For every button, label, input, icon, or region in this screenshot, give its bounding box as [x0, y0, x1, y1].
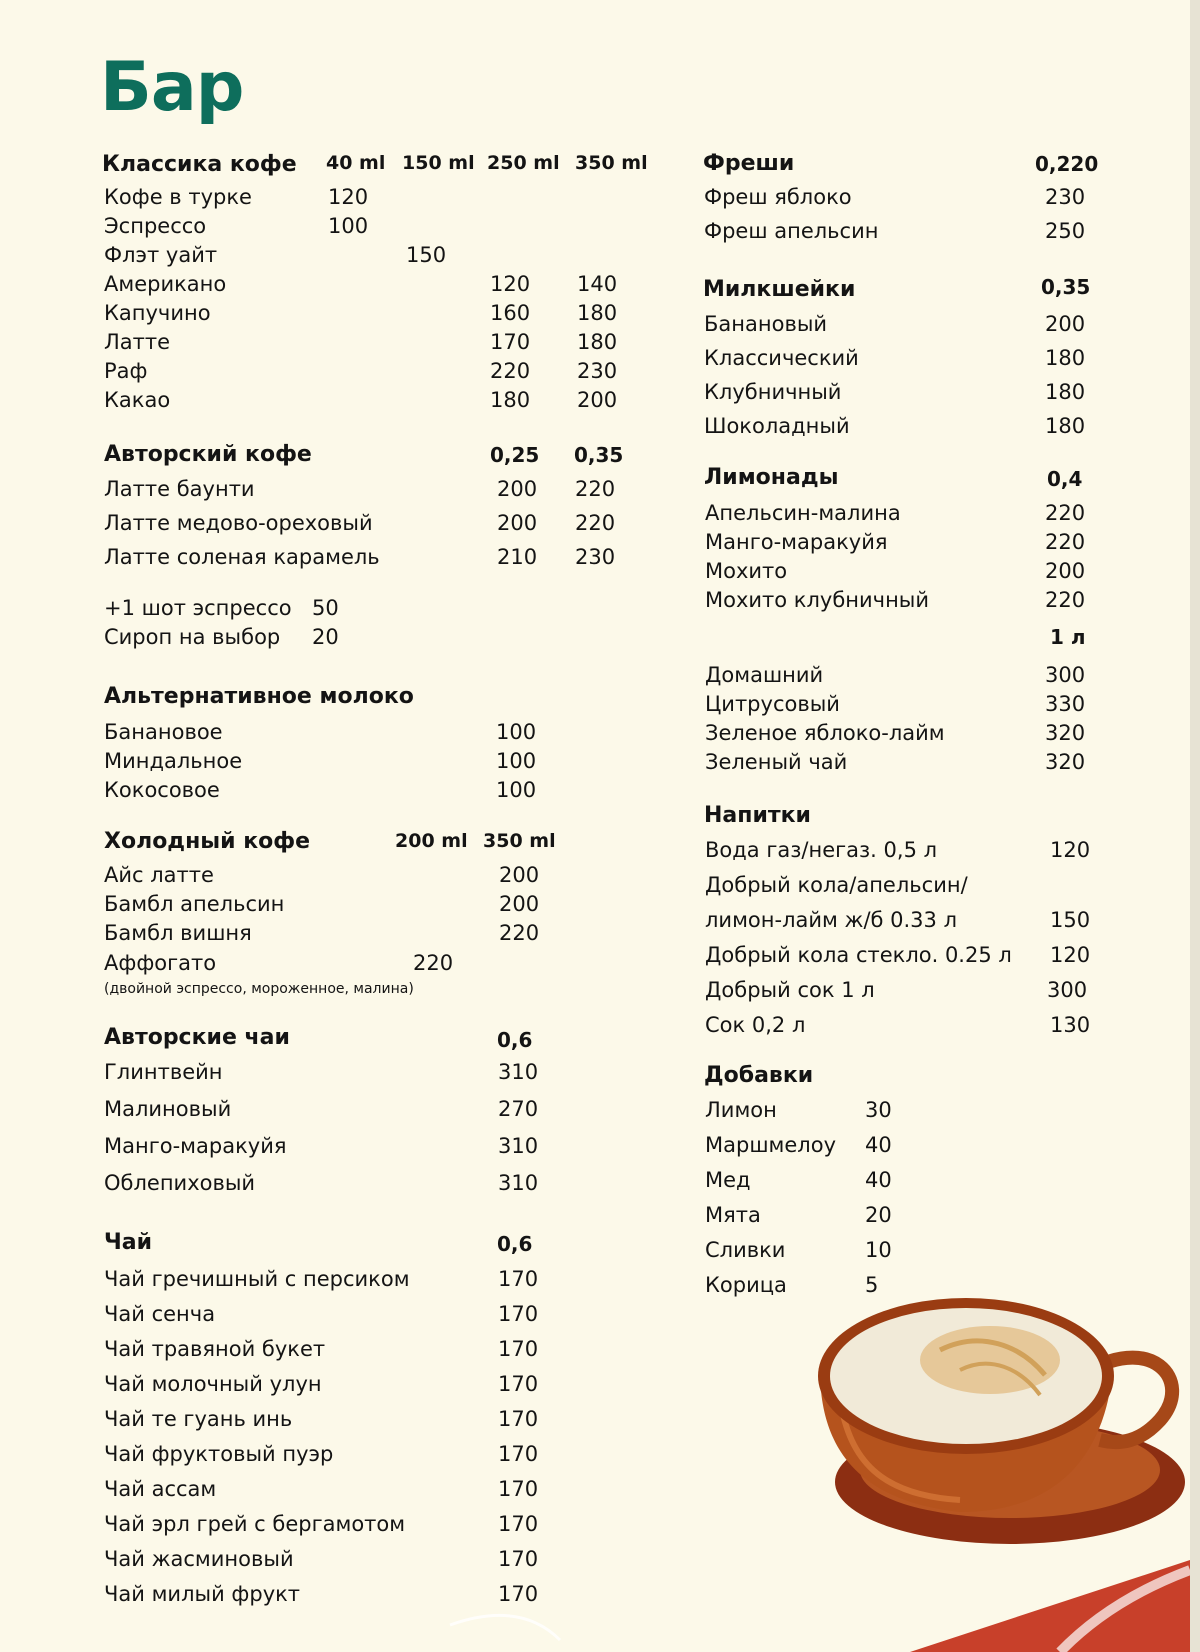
- menu-item-price: 180: [577, 301, 618, 325]
- menu-item-price: 150: [406, 243, 447, 267]
- menu-item-price: 170: [490, 330, 531, 354]
- menu-item-name: Латте медово-ореховый: [104, 511, 373, 535]
- menu-item-name: Кофе в турке: [104, 185, 252, 209]
- menu-item-name: Малиновый: [104, 1097, 232, 1121]
- menu-item-price: 180: [1045, 380, 1086, 404]
- menu-item-name: Американо: [104, 272, 227, 296]
- menu-item-name: Глинтвейн: [104, 1060, 223, 1084]
- extra-item-price: 20: [312, 625, 339, 649]
- page-title: Бар: [100, 48, 244, 127]
- menu-item-price: 170: [498, 1582, 539, 1606]
- menu-item-name: Сливки: [705, 1238, 786, 1262]
- menu-item-price: 200: [499, 892, 540, 916]
- size-header: 350 ml: [483, 830, 556, 852]
- size-header: 40 ml: [326, 152, 386, 174]
- menu-item-price: 170: [498, 1477, 539, 1501]
- section-heading-tea: Чай: [104, 1230, 153, 1255]
- section-heading-alt-milk: Альтернативное молоко: [104, 684, 414, 709]
- menu-item-price: 170: [498, 1337, 539, 1361]
- menu-item-price: 180: [490, 388, 531, 412]
- menu-item-name: Апельсин-малина: [705, 501, 901, 525]
- menu-item-name: Добрый кола стекло. 0.25 л: [705, 943, 1012, 967]
- menu-item-name: Цитрусовый: [705, 692, 840, 716]
- size-header: 0,6: [497, 1028, 533, 1052]
- menu-item-name: Корица: [705, 1273, 787, 1297]
- menu-item-name: Добрый кола/апельсин/: [705, 873, 968, 897]
- menu-item-price: 220: [1045, 530, 1086, 554]
- menu-item-price: 170: [498, 1547, 539, 1571]
- size-header: 0,220: [1035, 152, 1099, 176]
- menu-item-name: Зеленый чай: [705, 750, 848, 774]
- item-note: (двойной эспрессо, мороженное, малина): [104, 981, 414, 997]
- menu-item-price: 170: [498, 1372, 539, 1396]
- menu-item-price: 310: [498, 1171, 539, 1195]
- menu-item-price: 200: [499, 863, 540, 887]
- menu-item-price: 220: [575, 477, 616, 501]
- menu-item-price: 320: [1045, 721, 1086, 745]
- menu-item-name: Домашний: [705, 663, 824, 687]
- menu-item-price: 120: [1050, 943, 1091, 967]
- menu-item-name: Банановое: [104, 720, 223, 744]
- menu-item-name: Сок 0,2 л: [705, 1013, 806, 1037]
- menu-item-price: 170: [498, 1512, 539, 1536]
- menu-item-price: 120: [328, 185, 369, 209]
- menu-item-name: Мохито клубничный: [705, 588, 930, 612]
- menu-item-price: 310: [498, 1134, 539, 1158]
- menu-item-price: 180: [1045, 346, 1086, 370]
- menu-item-price: 40: [865, 1133, 892, 1157]
- menu-item-name: Лимон: [705, 1098, 777, 1122]
- size-header: 250 ml: [487, 152, 560, 174]
- menu-item-price: 220: [1045, 501, 1086, 525]
- menu-item-price: 300: [1045, 663, 1086, 687]
- size-header: 0,35: [1041, 275, 1091, 299]
- section-heading-author-coffee: Авторский кофе: [104, 442, 312, 467]
- menu-item-name: Чай травяной букет: [104, 1337, 326, 1361]
- menu-item-name: Чай милый фрукт: [104, 1582, 301, 1606]
- menu-item-price: 20: [865, 1203, 892, 1227]
- section-heading-author-tea: Авторские чаи: [104, 1025, 290, 1050]
- menu-item-price: 220: [413, 951, 454, 975]
- menu-item-name: Мята: [705, 1203, 761, 1227]
- menu-item-price: 200: [497, 477, 538, 501]
- menu-item-price: 330: [1045, 692, 1086, 716]
- menu-item-name: лимон-лайм ж/б 0.33 л: [705, 908, 957, 932]
- menu-item-name: Чай жасминовый: [104, 1547, 294, 1571]
- menu-item-price: 270: [498, 1097, 539, 1121]
- menu-item-price: 170: [498, 1267, 539, 1291]
- menu-item-price: 200: [1045, 312, 1086, 336]
- menu-item-name: Бамбл вишня: [104, 921, 252, 945]
- menu-item-price: 170: [498, 1302, 539, 1326]
- menu-item-name: Мохито: [705, 559, 788, 583]
- section-heading-fresh: Фреши: [703, 151, 795, 176]
- menu-item-price: 170: [498, 1407, 539, 1431]
- section-heading-cold-coffee: Холодный кофе: [104, 829, 311, 854]
- menu-item-price: 100: [496, 720, 537, 744]
- menu-item-price: 310: [498, 1060, 539, 1084]
- menu-item-name: Зеленое яблоко-лайм: [705, 721, 945, 745]
- menu-item-price: 250: [1045, 219, 1086, 243]
- menu-item-name: Облепиховый: [104, 1171, 256, 1195]
- menu-item-price: 100: [496, 778, 537, 802]
- menu-item-price: 200: [577, 388, 618, 412]
- menu-item-name: Айс латте: [104, 863, 214, 887]
- menu-item-name: Чай те гуань инь: [104, 1407, 293, 1431]
- menu-item-price: 220: [1045, 588, 1086, 612]
- menu-item-price: 200: [1045, 559, 1086, 583]
- menu-item-name: Чай фруктовый пуэр: [104, 1442, 334, 1466]
- menu-item-name: Чай эрл грей с бергамотом: [104, 1512, 406, 1536]
- menu-item-price: 210: [497, 545, 538, 569]
- extra-item-name: Сироп на выбор: [104, 625, 281, 649]
- menu-item-price: 30: [865, 1098, 892, 1122]
- menu-item-name: Бамбл апельсин: [104, 892, 285, 916]
- menu-item-price: 220: [490, 359, 531, 383]
- menu-item-name: Капучино: [104, 301, 211, 325]
- menu-item-name: Раф: [104, 359, 148, 383]
- menu-item-name: Латте соленая карамель: [104, 545, 380, 569]
- menu-item-name: Какао: [104, 388, 171, 412]
- menu-item-price: 230: [577, 359, 618, 383]
- menu-item-price: 120: [490, 272, 531, 296]
- section-heading-milkshakes: Милкшейки: [703, 277, 856, 302]
- size-header: 0,6: [497, 1232, 533, 1256]
- size-header: 150 ml: [402, 152, 475, 174]
- menu-item-price: 150: [1050, 908, 1091, 932]
- menu-item-name: Мед: [705, 1168, 751, 1192]
- size-header: 200 ml: [395, 830, 468, 852]
- menu-item-name: Добрый сок 1 л: [705, 978, 875, 1002]
- menu-item-price: 200: [497, 511, 538, 535]
- menu-item-name: Аффогато: [104, 951, 217, 975]
- menu-item-price: 5: [865, 1273, 879, 1297]
- menu-item-name: Манго-маракуйя: [104, 1134, 287, 1158]
- menu-item-price: 40: [865, 1168, 892, 1192]
- section-heading-additions: Добавки: [704, 1063, 814, 1088]
- menu-item-name: Манго-маракуйя: [705, 530, 888, 554]
- extra-item-name: +1 шот эспрессо: [104, 596, 292, 620]
- menu-item-name: Кокосовое: [104, 778, 220, 802]
- menu-item-price: 320: [1045, 750, 1086, 774]
- menu-item-price: 300: [1047, 978, 1088, 1002]
- menu-item-price: 220: [499, 921, 540, 945]
- menu-item-name: Чай гречишный с персиком: [104, 1267, 410, 1291]
- section-heading-lemonades: Лимонады: [704, 465, 839, 490]
- menu-item-price: 100: [496, 749, 537, 773]
- menu-item-name: Шоколадный: [704, 414, 850, 438]
- menu-item-price: 160: [490, 301, 531, 325]
- menu-item-name: Чай ассам: [104, 1477, 217, 1501]
- menu-item-price: 120: [1050, 838, 1091, 862]
- section-heading-drinks: Напитки: [704, 803, 811, 828]
- menu-item-name: Фреш яблоко: [704, 185, 852, 209]
- menu-item-price: 140: [577, 272, 618, 296]
- menu-item-name: Классический: [704, 346, 859, 370]
- menu-item-price: 220: [575, 511, 616, 535]
- size-header: 0,35: [574, 443, 624, 467]
- size-header: 0,4: [1047, 467, 1083, 491]
- size-header: 0,25: [490, 443, 540, 467]
- size-header: 1 л: [1050, 625, 1086, 649]
- menu-item-name: Вода газ/негаз. 0,5 л: [705, 838, 938, 862]
- menu-item-name: Чай молочный улун: [104, 1372, 322, 1396]
- menu-item-name: Банановый: [704, 312, 828, 336]
- menu-item-price: 100: [328, 214, 369, 238]
- menu-item-name: Чай сенча: [104, 1302, 216, 1326]
- size-header: 350 ml: [575, 152, 648, 174]
- section-heading-classic: Классика кофе: [102, 152, 297, 177]
- menu-item-name: Эспрессо: [104, 214, 207, 238]
- menu-item-price: 230: [1045, 185, 1086, 209]
- menu-item-name: Клубничный: [704, 380, 842, 404]
- menu-item-name: Фреш апельсин: [704, 219, 879, 243]
- menu-item-name: Латте: [104, 330, 171, 354]
- menu-item-name: Флэт уайт: [104, 243, 218, 267]
- menu-item-name: Латте баунти: [104, 477, 255, 501]
- extra-item-price: 50: [312, 596, 339, 620]
- menu-item-price: 10: [865, 1238, 892, 1262]
- menu-item-price: 130: [1050, 1013, 1091, 1037]
- menu-item-price: 180: [577, 330, 618, 354]
- menu-item-name: Миндальное: [104, 749, 243, 773]
- menu-item-price: 170: [498, 1442, 539, 1466]
- menu-item-price: 180: [1045, 414, 1086, 438]
- menu-item-name: Маршмелоу: [705, 1133, 836, 1157]
- menu-item-price: 230: [575, 545, 616, 569]
